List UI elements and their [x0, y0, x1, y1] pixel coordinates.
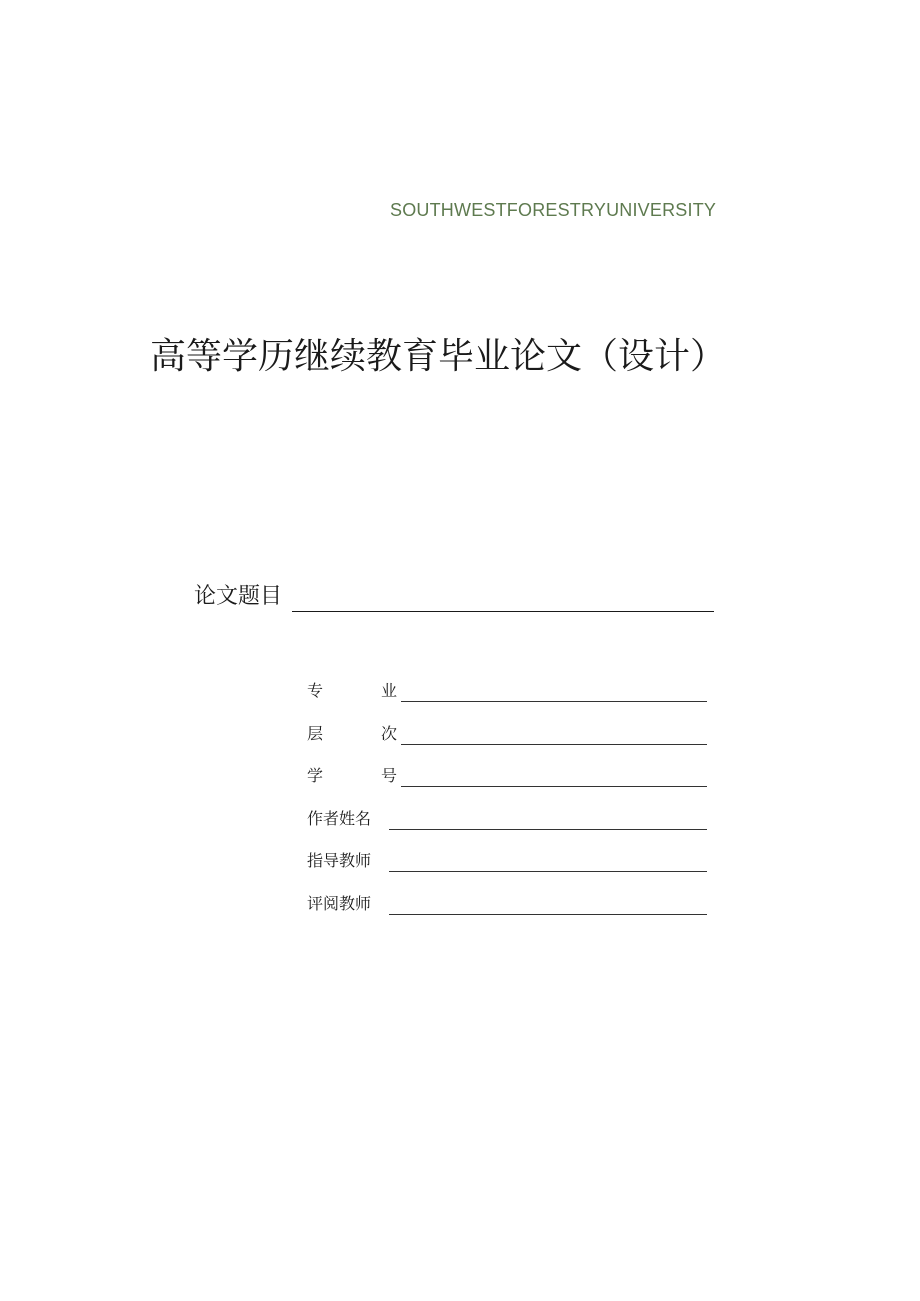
- field-line-author-name[interactable]: [389, 809, 707, 830]
- info-fields: [307, 672, 707, 928]
- field-row-student-id: [307, 757, 707, 787]
- field-label-major-char-2: 业: [380, 681, 397, 700]
- thesis-topic-label: 论文题目: [194, 584, 283, 609]
- field-label-student-id: [307, 765, 397, 787]
- field-row-major: [307, 672, 707, 702]
- field-label-advisor: 指导教师: [307, 851, 372, 871]
- field-line-level[interactable]: [401, 724, 707, 745]
- field-row-reviewer: [307, 885, 707, 915]
- field-row-level: [307, 715, 707, 745]
- field-label-level: [307, 723, 397, 745]
- field-label-major: [307, 680, 397, 702]
- field-label-level-char-1: 层: [307, 723, 324, 743]
- thesis-topic-row: [194, 582, 714, 612]
- field-label-author-name: 作者姓名: [307, 808, 372, 828]
- field-line-reviewer[interactable]: [389, 894, 707, 915]
- document-title: 高等学历继续教育毕业论文（设计）: [150, 336, 727, 377]
- field-label-level-char-2: 次: [380, 723, 397, 743]
- field-label-reviewer: 评阅教师: [307, 893, 372, 913]
- field-line-student-id[interactable]: [401, 766, 707, 787]
- field-row-author-name: [307, 800, 707, 830]
- field-label-student-id-char-2: 号: [380, 766, 397, 786]
- field-label-student-id-char-1: 学: [307, 766, 324, 786]
- field-line-major[interactable]: [401, 681, 707, 702]
- field-label-major-char-1: 专: [307, 681, 324, 700]
- field-row-advisor: [307, 842, 707, 872]
- thesis-topic-input-line[interactable]: [292, 585, 714, 612]
- university-name: SOUTHWESTFORESTRYUNIVERSITY: [390, 200, 717, 220]
- field-line-advisor[interactable]: [389, 851, 707, 872]
